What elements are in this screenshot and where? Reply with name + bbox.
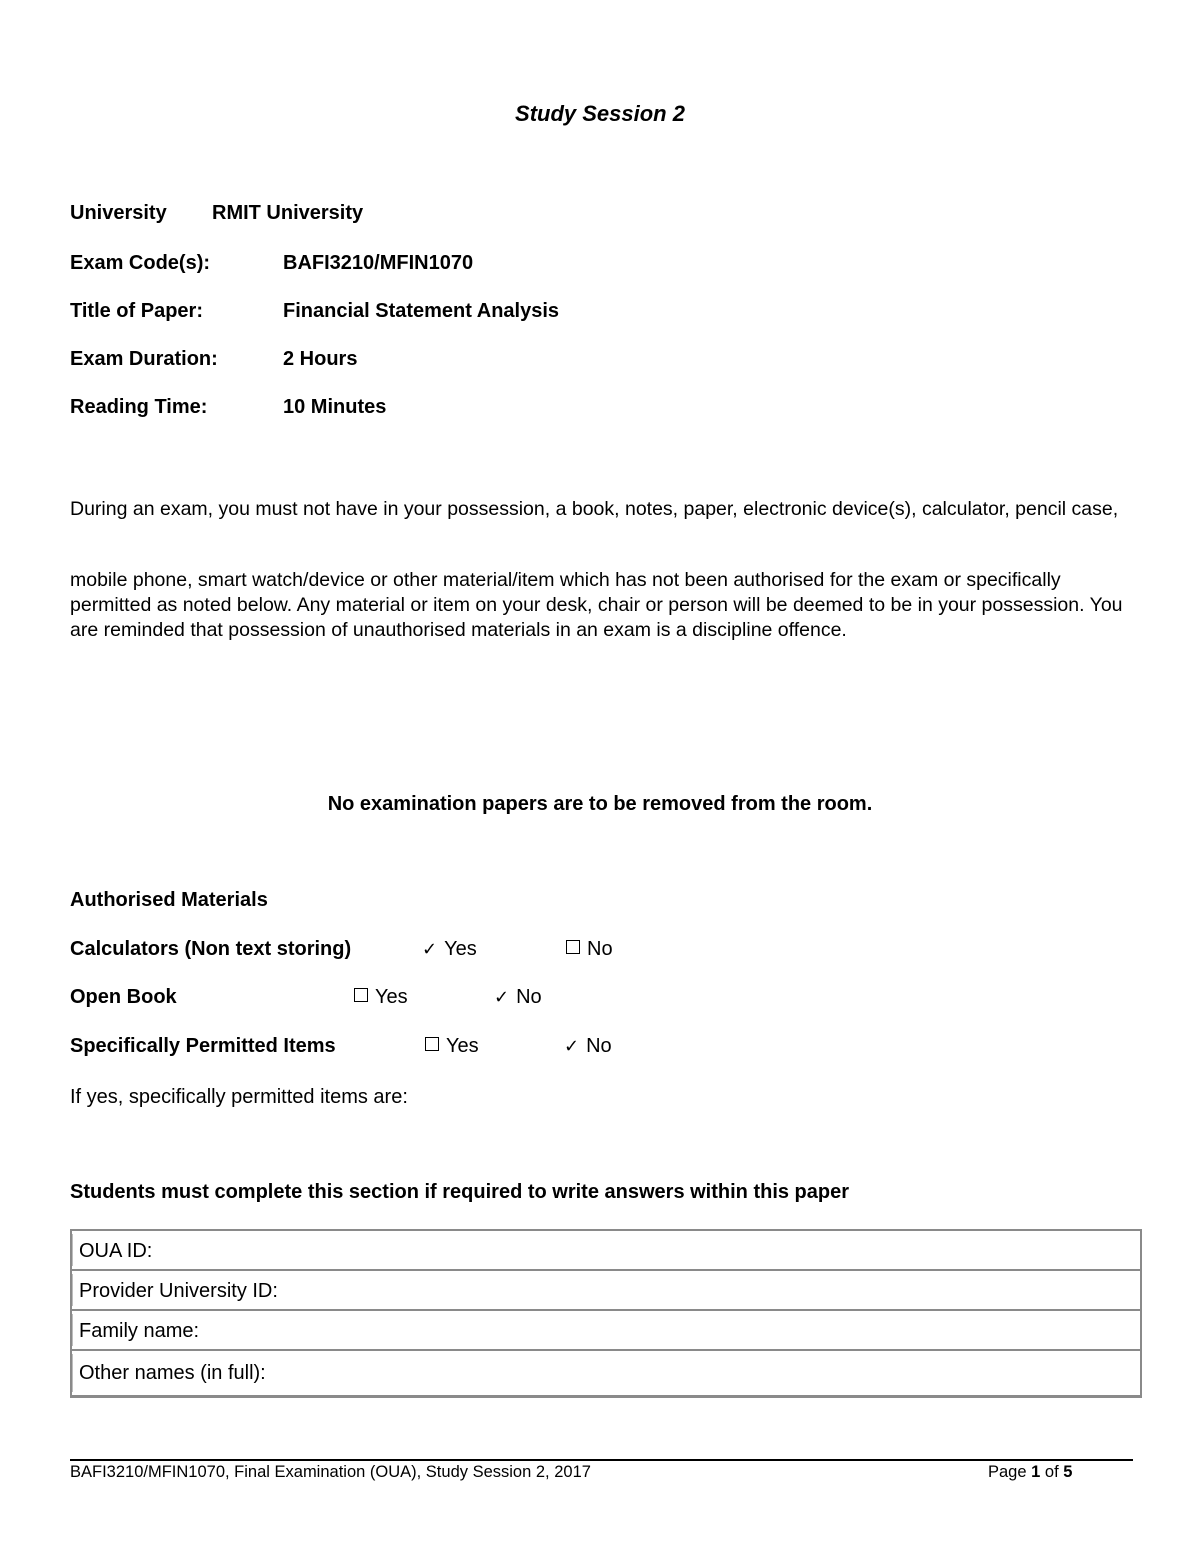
info-label: Reading Time: — [70, 396, 208, 418]
material-row-permitted-items — [70, 1035, 770, 1061]
info-label: Exam Code(s): — [70, 252, 211, 274]
check-icon: ✓ — [494, 987, 510, 1008]
option-yes: ✓ Yes — [422, 938, 477, 960]
check-icon: ✓ — [422, 939, 438, 960]
info-label: University — [70, 202, 167, 224]
info-value: RMIT University — [212, 202, 364, 224]
material-label: Calculators (Non text storing) — [70, 938, 352, 960]
field-family-name[interactable]: Family name: — [72, 1311, 1140, 1351]
student-section-heading: Students must complete this section if required to write answers within this paper — [70, 1181, 850, 1203]
footer-page-number: Page 1 of 5 — [988, 1463, 1073, 1481]
option-yes: Yes — [425, 1035, 479, 1058]
field-oua-id[interactable]: OUA ID: — [72, 1231, 1140, 1271]
info-value: Financial Statement Analysis — [283, 300, 560, 322]
permitted-items-text: If yes, specifically permitted items are: — [70, 1086, 408, 1108]
info-label: Exam Duration: — [70, 348, 218, 370]
material-row-calculators — [70, 938, 770, 964]
field-other-names[interactable]: Other names (in full): — [72, 1351, 1140, 1395]
info-value: 2 Hours — [283, 348, 358, 370]
field-provider-university-id[interactable]: Provider University ID: — [72, 1271, 1140, 1311]
info-value: BAFI3210/MFIN1070 — [283, 252, 474, 274]
footer-divider — [70, 1459, 1133, 1461]
checkbox-icon — [425, 1037, 439, 1051]
check-icon: ✓ — [564, 1036, 580, 1057]
student-id-table — [70, 1229, 1142, 1398]
option-no: ✓ No — [564, 1035, 612, 1057]
rules-paragraph-2: mobile phone, smart watch/device or other material/item which has not been authorised for the exam or specifically permitted as noted below. Any material or item on your desk, chair or person will be deemed to be in your possession. You are reminded that possession of unauthorised materials in an exam is a discipline offence. — [70, 569, 1123, 641]
info-label: Title of Paper: — [70, 300, 203, 322]
material-label: Open Book — [70, 986, 177, 1008]
option-no: No — [566, 938, 613, 961]
info-value: 10 Minutes — [283, 396, 387, 418]
checkbox-icon — [354, 988, 368, 1002]
material-row-open-book — [70, 986, 770, 1012]
rules-paragraph-1: During an exam, you must not have in your possession, a book, notes, paper, electronic device(s), calculator, pencil case, — [70, 498, 1119, 520]
option-yes: Yes — [354, 986, 408, 1009]
checkbox-icon — [566, 940, 580, 954]
authorised-materials-heading: Authorised Materials — [70, 889, 268, 911]
option-no: ✓ No — [494, 986, 542, 1008]
material-label: Specifically Permitted Items — [70, 1035, 336, 1057]
footer-exam-info: BAFI3210/MFIN1070, Final Examination (OUA), Study Session 2, 2017 — [70, 1463, 591, 1481]
page-title: Study Session 2 — [515, 101, 685, 126]
removal-notice: No examination papers are to be removed from the room. — [327, 793, 873, 815]
